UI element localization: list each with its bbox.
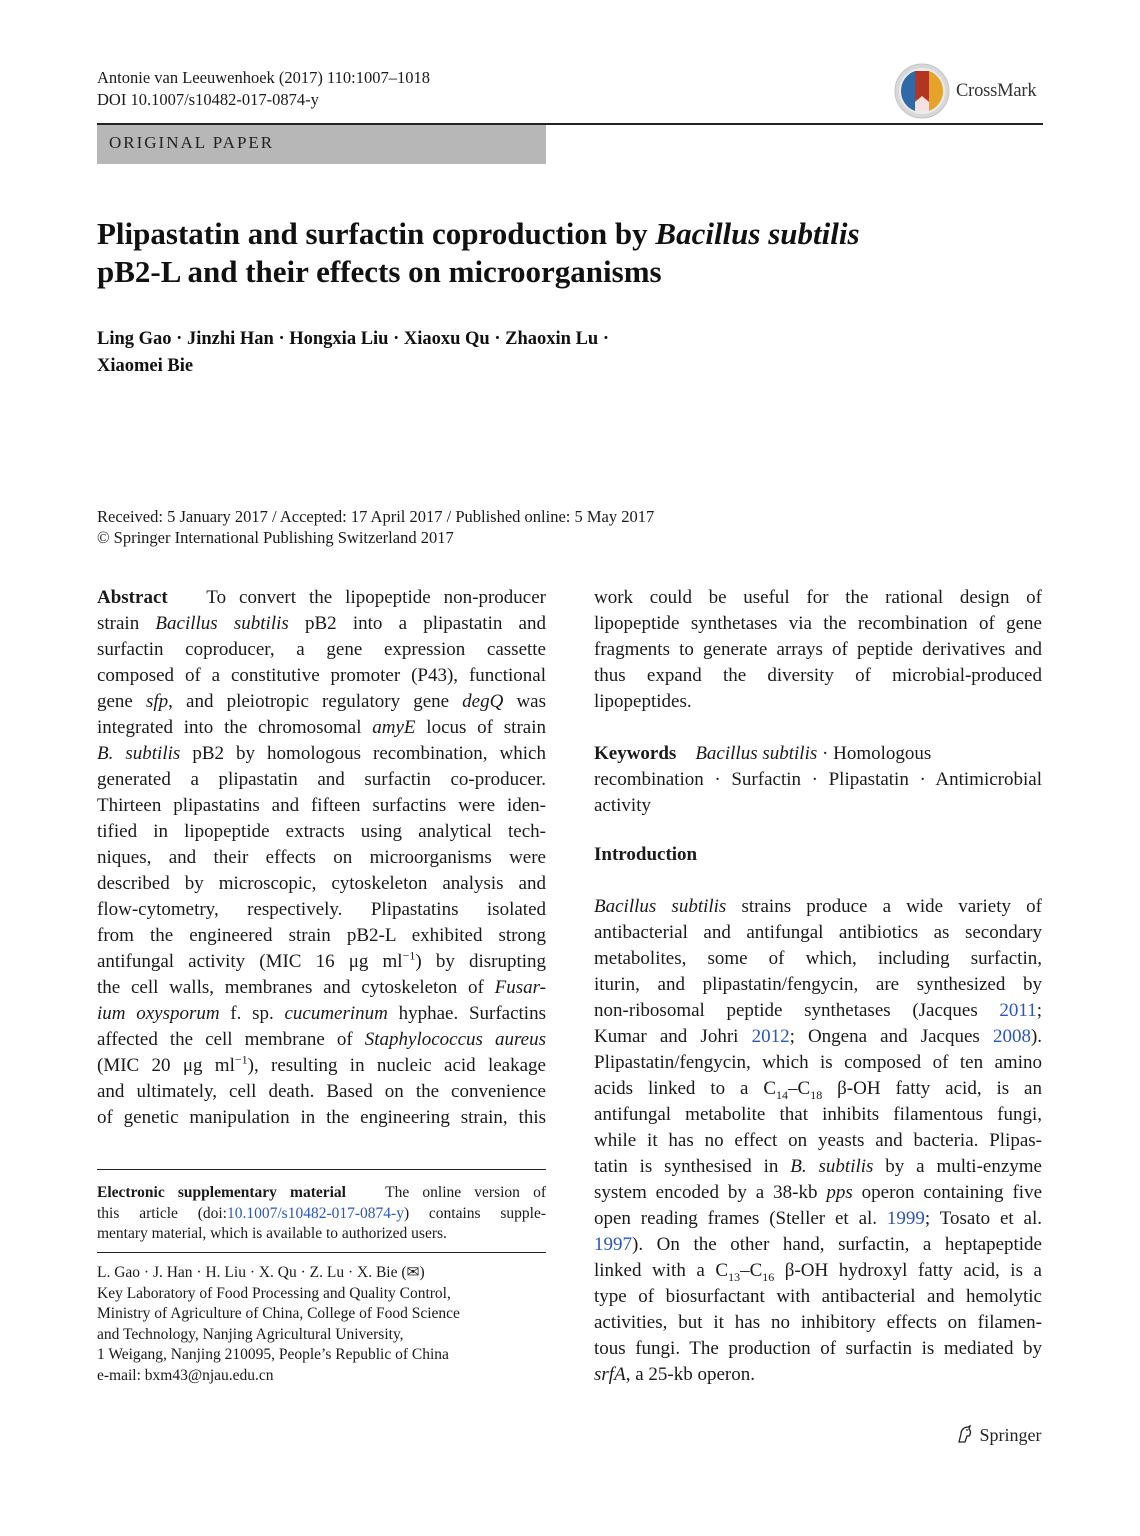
intro-line: metabolites, some of which, including surfactin, [594, 948, 1042, 969]
abstract-line: lipopeptides. [594, 691, 692, 712]
abstract-line: surfactin coproducer, a gene expression cassette [97, 639, 546, 660]
keyword: Bacillus subtilis [695, 743, 818, 764]
abstract-line: Abstract To convert the lipopeptide non-producer [97, 587, 546, 608]
abstract-line: of genetic manipulation in the engineering strain, this [97, 1107, 546, 1128]
keywords-line: recombination · Surfactin · Plipastatin · Antimicrobial [594, 769, 1042, 790]
intro-line: activities, but it has no inhibitory effects on filamen- [594, 1312, 1042, 1333]
abstract-line: generated a plipastatin and surfactin co-producer. [97, 769, 546, 790]
abstract-heading: Abstract [97, 587, 168, 608]
intro-line: system encoded by a 38-kb pps operon containing five [594, 1182, 1042, 1203]
abstract-line: antifungal activity (MIC 16 μg $ml^{-1}$) by disrupting [97, 948, 547, 972]
intro-line: open reading frames (Steller et al. 1999; Tosato et al. [594, 1208, 1042, 1229]
keywords-heading: Keywords [594, 743, 677, 764]
paper-type-label: ORIGINAL PAPER [109, 133, 275, 152]
publisher-footer [955, 1424, 1042, 1446]
author-affiliation [97, 1263, 546, 1386]
abstract-line: the cell walls, membranes and cytoskeleton of Fusar- [97, 977, 546, 998]
footnote-rule [97, 1252, 546, 1253]
abstract-line: gene sfp, and pleiotropic regulatory gene degQ was [97, 691, 546, 712]
copyright-notice: © Springer International Publishing Switzerland 2017 [97, 528, 454, 547]
publication-dates: Received: 5 January 2017 / Accepted: 17 April 2017 / Published online: 5 May 2017 [97, 507, 655, 526]
section-heading-introduction: Introduction [594, 844, 698, 865]
abstract-line: from the engineered strain pB2-L exhibited strong [97, 925, 546, 946]
footnote-line: this article (doi:10.1007/s10482-017-0874-y) contains supple- [97, 1204, 546, 1222]
abstract-line: niques, and their effects on microorganisms were [97, 847, 546, 868]
springer-horse-icon [955, 1424, 975, 1444]
citation-link[interactable]: 2011 [999, 1000, 1037, 1021]
footnote-line: Ministry of Agriculture of China, College of Food Science [97, 1305, 460, 1322]
authors-line-1: Ling Gao · Jinzhi Han · Hongxia Liu · Xiaoxu Qu · Zhaoxin Lu · [97, 329, 609, 349]
intro-line: tous fungi. The production of surfactin is mediated by [594, 1338, 1042, 1359]
intro-line: antibacterial and antifungal antibiotics as secondary [594, 922, 1042, 943]
abstract-line: and ultimately, cell death. Based on the convenience [97, 1081, 546, 1102]
abstract-line: described by microscopic, cytoskeleton analysis and [97, 873, 546, 894]
doi-reference: DOI 10.1007/s10482-017-0874-y [97, 90, 319, 109]
intro-line: srfA, a 25-kb operon. [594, 1364, 755, 1385]
intro-line: iturin, and plipastatin/fengycin, are synthesized by [594, 974, 1042, 995]
journal-reference: Antonie van Leeuwenhoek (2017) 110:1007–1018 [97, 68, 430, 87]
intro-line: Plipastatin/fengycin, which is composed of ten amino [594, 1052, 1042, 1073]
intro-line: while it has no effect on yeasts and bacteria. Plipas- [594, 1130, 1042, 1151]
footnote-line: Electronic supplementary material The online version of [97, 1184, 546, 1201]
abstract-line: work could be useful for the rational design of [594, 587, 1042, 608]
author-list [97, 326, 797, 380]
supplementary-material-note [97, 1183, 546, 1245]
right-column [594, 585, 1042, 1388]
title-line-1: Plipastatin and surfactin coproduction by Bacillus subtilis [97, 216, 860, 251]
citation-link[interactable]: 2008 [992, 1026, 1031, 1047]
abstract-line: integrated into the chromosomal amyE locus of strain [97, 717, 546, 738]
doi-link[interactable]: 10.1007/s10482-017-0874-y [227, 1204, 404, 1222]
footnote-rule [97, 1169, 546, 1170]
intro-line: linked with a $C_{13}-C_{16}$ β-OH hydroxyl fatty acid, is a [594, 1260, 1042, 1284]
abstract-line: fragments to generate arrays of peptide derivatives and [594, 639, 1042, 660]
abstract-line: strain Bacillus subtilis pB2 into a plipastatin and [97, 613, 546, 634]
abstract-line: lipopeptide synthetases via the recombination of gene [594, 613, 1042, 634]
title-line-2: pB2-L and their effects on microorganisms [97, 254, 662, 289]
email-line: e-mail: bxm43@njau.edu.cn [97, 1366, 274, 1384]
footnote-line: L. Gao · J. Han · H. Liu · X. Qu · Z. Lu · X. Bie (✉) [97, 1264, 425, 1281]
footnote-line: Key Laboratory of Food Processing and Quality Control, [97, 1284, 451, 1302]
intro-line: type of biosurfactant with antibacterial and hemolytic [594, 1286, 1042, 1307]
abstract-line: affected the cell membrane of Staphylococcus aureus [97, 1029, 546, 1050]
keywords-line: activity [594, 795, 651, 816]
abstract-line: tified in lipopeptide extracts using analytical tech- [97, 821, 546, 842]
footnote-line: mentary material, which is available to authorized users. [97, 1225, 447, 1242]
footnote-line: and Technology, Nanjing Agricultural University, [97, 1325, 404, 1343]
keywords-line: Keywords Bacillus subtilis · Homologous [594, 743, 932, 764]
intro-line: antifungal metabolite that inhibits filamentous fungi, [594, 1104, 1042, 1125]
abstract-line: Thirteen plipastatins and fifteen surfactins were iden- [97, 795, 546, 816]
article-title [97, 215, 997, 291]
citation-link[interactable]: 2012 [751, 1026, 790, 1047]
intro-line: 1997). On the other hand, surfactin, a heptapeptide [594, 1234, 1042, 1255]
intro-line: non-ribosomal peptide synthetases (Jacques 2011; [594, 1000, 1042, 1021]
abstract-line: (MIC 20 μg $ml^{-1}$), resulting in nucleic acid leakage [97, 1052, 546, 1076]
authors-line-2: Xiaomei Bie [97, 356, 194, 376]
abstract-line: flow-cytometry, respectively. Plipastatins isolated [97, 899, 546, 920]
intro-line: Kumar and Johri 2012; Ongena and Jacques 2008). [594, 1026, 1043, 1047]
citation-link[interactable]: 1997 [594, 1234, 632, 1255]
footnote-line: 1 Weigang, Nanjing 210095, People’s Republic of China [97, 1346, 449, 1363]
intro-line: Bacillus subtilis strains produce a wide variety of [594, 896, 1042, 917]
abstract-line: thus expand the diversity of microbial-produced [594, 665, 1042, 686]
publisher-name: Springer [979, 1425, 1042, 1445]
crossmark-label: CrossMark [956, 81, 1037, 101]
crossmark-badge[interactable] [893, 62, 1043, 120]
abstract-column [97, 585, 546, 1131]
crossmark-icon [893, 62, 951, 120]
abstract-line: B. subtilis pB2 by homologous recombination, which [97, 743, 546, 764]
intro-line: acids linked to a $C_{14}-C_{18}$ β-OH fatty acid, is an [594, 1078, 1042, 1102]
paper-type-banner [97, 125, 546, 164]
abstract-line: ium oxysporum f. sp. cucumerinum hyphae. Surfactins [97, 1003, 546, 1024]
intro-line: tatin is synthesised in B. subtilis by a multi-enzyme [594, 1156, 1042, 1177]
citation-link[interactable]: 1999 [886, 1208, 925, 1229]
abstract-line: composed of a constitutive promoter (P43), functional [97, 665, 546, 686]
